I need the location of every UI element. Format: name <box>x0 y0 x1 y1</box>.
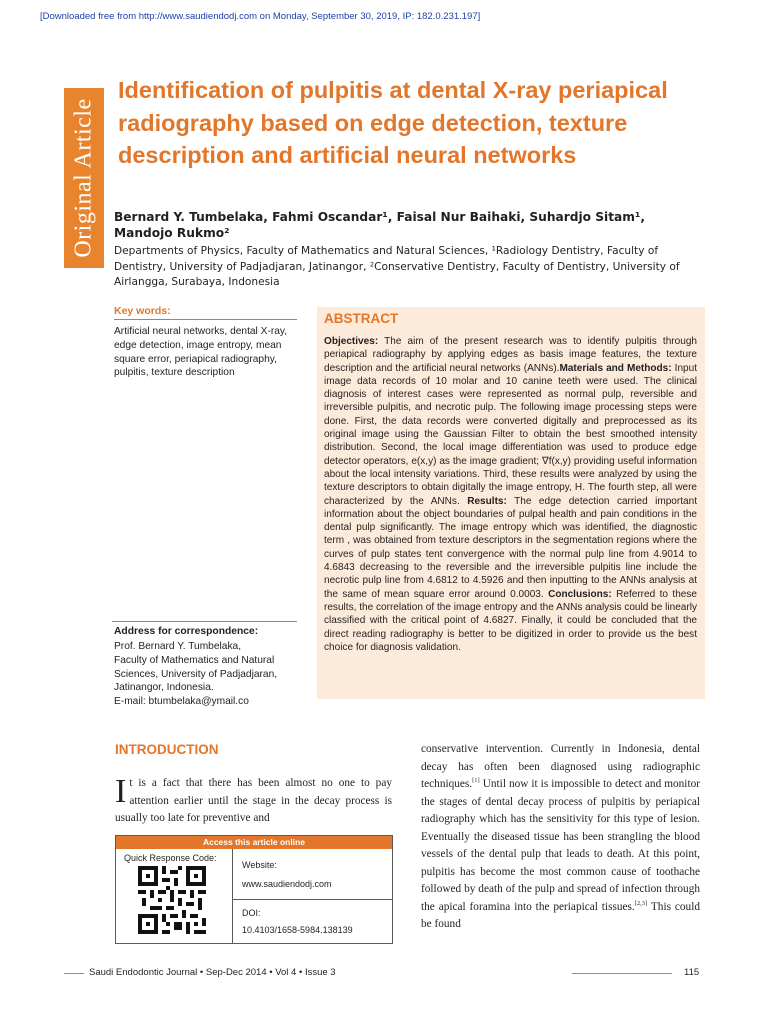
introduction-text-2c: This could be found <box>421 900 700 930</box>
correspondence-address <box>114 640 299 709</box>
introduction-column-2 <box>421 741 700 934</box>
abstract-heading: ABSTRACT <box>324 311 399 326</box>
journal-footer: Saudi Endodontic Journal • Sep-Dec 2014 • Vol 4 • Issue 3 <box>89 967 336 978</box>
affiliations: Departments of Physics, Faculty of Mathematics and Natural Sciences, ¹Radiology Dentistry, Faculty of Dentistry, University of Padjadjaran, Jatinangor, ²Conservative Dentistry, Faculty of Dentistry, University of Airlangga, Surabaya, Indonesia <box>114 245 680 288</box>
methods-text: Input image data records of 10 molar and 10 canine teeth were used. The clinical diagnosis of interest cases were represented as normal pulp, reversible and irreversible pulpitis, and necrotic pulp. The following image processing steps were done. First, the data records were converted digitally and preprocessed as its original image using the Gaussian Filter to obtain the best smoothed intensity distribution. Second, the local image differentiation was used to produce edge detector operators, e(x,y) as the image gradient; ∇f(x,y) providing useful information about the local intensity variations. Third, these results were analyzed by using the texture descriptors to obtain digitally the image entropy, H. The fourth step, all were characterized by the ANNs. <box>324 362 698 507</box>
qr-code-icon[interactable] <box>138 866 206 934</box>
article-type-label: Original Article <box>70 98 97 258</box>
article-type-tab <box>64 88 104 268</box>
citation-ref[interactable]: [2,3] <box>634 899 648 907</box>
drop-cap: I <box>115 773 127 810</box>
author-list: Bernard Y. Tumbelaka, Fahmi Oscandar¹, Faisal Nur Baihaki, Suhardjo Sitam¹, Mandojo Rukmo² <box>114 210 645 240</box>
doi-label: DOI: <box>242 908 261 918</box>
introduction-column-1 <box>115 775 392 828</box>
access-box-divider <box>232 849 233 943</box>
keywords-text: Artificial neural networks, dental X-ray, edge detection, image entropy, mean square error, periapical radiography, pulpitis, texture description <box>114 326 288 379</box>
keywords-heading: Key words: <box>114 305 171 317</box>
access-box-heading: Access this article online <box>116 836 392 849</box>
access-box-row-divider <box>233 899 392 900</box>
doi-link[interactable]: 10.4103/1658-5984.138139 <box>242 925 353 935</box>
objectives-text: The aim of the present research was to identify pulpitis through periapical radiography by applying edges as basis image features, the texture description and the artificial neural networks (ANNs). <box>324 336 697 374</box>
keywords-divider <box>114 319 297 320</box>
correspondence-heading: Address for correspondence: <box>114 626 259 637</box>
introduction-heading: INTRODUCTION <box>115 742 219 757</box>
correspondence-email: E-mail: btumbelaka@ymail.co <box>114 696 249 708</box>
website-label: Website: <box>242 860 277 870</box>
correspondence-line: Sciences, University of Padjadjaran, <box>114 668 278 680</box>
footer-rule-left <box>64 973 84 974</box>
footer-rule-right <box>572 973 672 974</box>
conclusions-label: Conclusions: <box>543 588 612 600</box>
website-link[interactable]: www.saudiendodj.com <box>242 879 332 889</box>
correspondence-line: Prof. Bernard Y. Tumbelaka, <box>114 641 242 652</box>
citation-ref[interactable]: [1] <box>472 777 480 785</box>
results-text: The edge detection carried important information about the object boundaries of pulpal health and pain conditions in the dental pulp significantly. The image entropy which was identified, the diagnostic term , was obtained from texture descriptors in the segmentation regions where the curves of pulp states tent convergence with the normal pulp line from 4.9014 to 4.6843 decreasing to the reversible and the irreversible pulpitis line include the necrotic pulp line from 4.6812 to 4.5926 and then inputting to the ANNs analysis at the same of mean square error around 0.0003. <box>324 495 697 600</box>
results-label: Results: <box>459 495 507 507</box>
correspondence-line: Jatinangor, Indonesia. <box>114 682 214 694</box>
page-number: 115 <box>684 967 700 978</box>
introduction-text-2b: Until now it is impossible to detect and monitor the stages of dental decay process of pulpitis by periapical radiography which has the sensitivity for this type of lesion. Eventually the diseased tissue has been strangling the blood vessels of the dental pulp that leads to death. At this point, pulpitis has become the most common cause of toothache followed by death of the pulp and spread of infection through the apical foramina into the periapical tissues. <box>421 778 700 913</box>
introduction-text-2a: conservative intervention. Currently in Indonesia, dental decay has often been diagnosed using radiographic techniques. <box>421 743 700 790</box>
article-title: Identification of pulpitis at dental X-ray periapical radiography based on edge detection, texture description and artificial neural networks <box>118 77 668 168</box>
correspondence-divider <box>112 621 297 622</box>
methods-label: Materials and Methods: <box>559 362 672 374</box>
qr-code-label: Quick Response Code: <box>124 853 217 863</box>
conclusions-text: Referred to these results, the correlation of the image entropy and the ANNs analysis could be linearly classified with the critical point of 4.6827. Finally, it could be concluded that the direct reading radiography is better to be digitized in order to provide us the best choice for diagnosis validation. <box>324 588 697 653</box>
correspondence-line: Faculty of Mathematics and Natural <box>114 654 275 666</box>
download-note: [Downloaded free from http://www.saudiendodj.com on Monday, September 30, 2019, IP: 182.0.231.197] <box>40 11 481 22</box>
access-article-box <box>115 835 393 944</box>
introduction-text-1: t is a fact that there has been almost no one to pay attention earlier until the stage in the decay process is usually too late for preventive and <box>115 777 392 824</box>
abstract-body <box>324 335 697 654</box>
objectives-label: Objectives: <box>324 336 379 347</box>
